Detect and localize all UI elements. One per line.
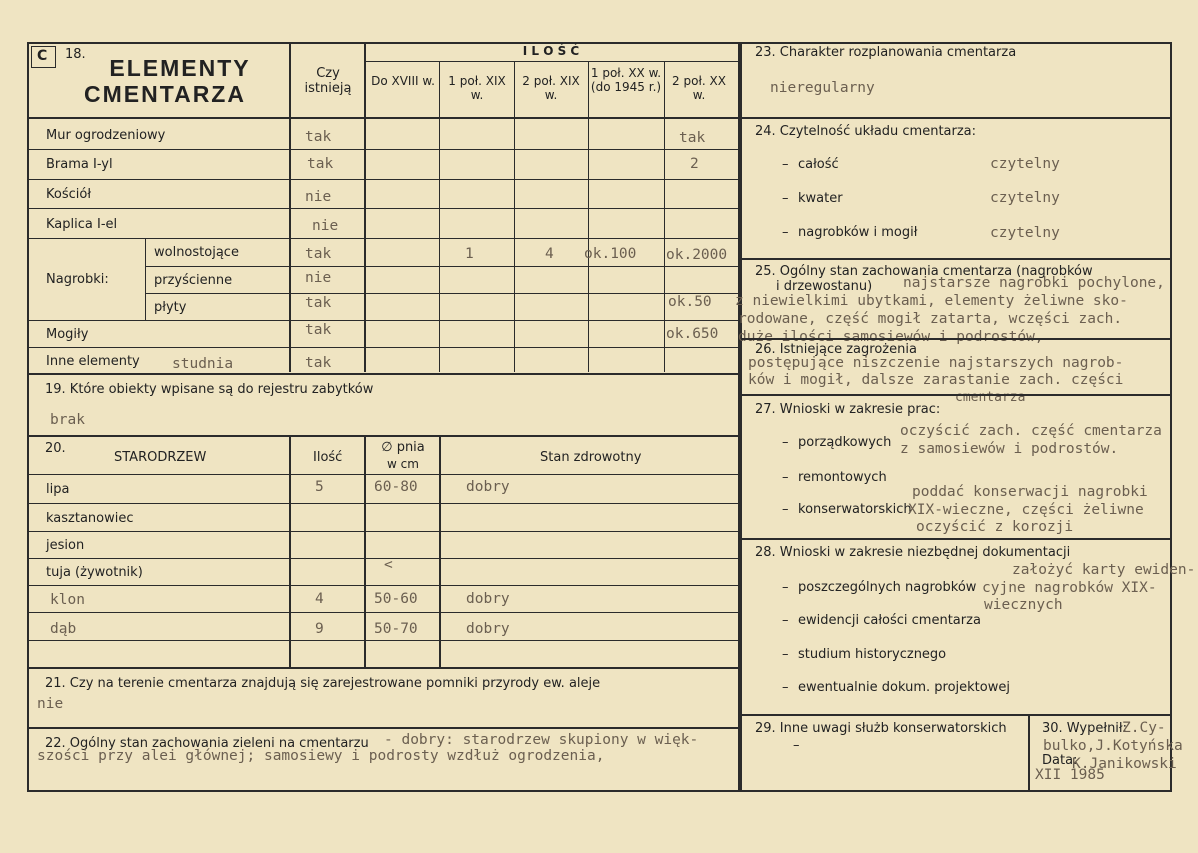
grid-line (364, 61, 739, 62)
row-label-kaplica: Kaplica I-el (46, 217, 118, 232)
s28-item: ewentualnie dokum. projektowej (798, 680, 1010, 695)
tree-health: dobry (466, 621, 510, 637)
s30-date-value: XII 1985 (1035, 767, 1105, 783)
value-exists: tak (305, 322, 332, 338)
value-c5: ok.2000 (666, 247, 728, 263)
s26-line2: ków i mogił, dalsze zarastanie zach. części (748, 372, 1124, 388)
s27-value-line: oczyścić z korozji (916, 519, 1074, 535)
tree-qty: 5 (315, 479, 324, 495)
section-number: 18. (65, 47, 86, 62)
tree-diameter: < (384, 557, 393, 573)
s27-item-remontowych: remontowych (798, 470, 887, 485)
grid-line (28, 585, 739, 586)
row-label-przyscienne: przyścienne (154, 273, 233, 288)
s26-line3: cmentarza (955, 390, 1026, 405)
s24-item-label: nagrobków i mogił (798, 225, 918, 240)
tree-diameter: 60-80 (374, 479, 418, 495)
list-dash: – (782, 502, 789, 517)
grid-line (28, 320, 739, 321)
row-group-nagrobki: Nagrobki: (46, 272, 109, 287)
tree-qty: 9 (315, 621, 324, 637)
value-c5: ok.50 (668, 294, 712, 310)
row-label-inne: Inne elementy (46, 354, 140, 369)
s28-item: studium historycznego (798, 647, 947, 662)
s27-value-line: z samosiewów i podrostów. (900, 441, 1119, 457)
value-exists: nie (305, 189, 332, 205)
grid-line (439, 61, 440, 372)
s25-label-line2: i drzewostanu) (776, 279, 873, 294)
col-header-ilosc: I L O Ś Ć (522, 44, 580, 58)
grid-line (28, 474, 739, 475)
s30-value-line: bulko,J.Kotyńska (1043, 738, 1183, 754)
grid-line (741, 538, 1171, 540)
grid-line (588, 61, 589, 372)
s26-line1: postępujące niszczenie najstarszych nagrob- (748, 355, 1124, 371)
s26-label: 26. Istniejące zagrożenia (755, 342, 917, 357)
tree-qty: 4 (315, 591, 324, 607)
s28-item: ewidencji całości cmentarza (798, 613, 981, 628)
s27-label: 27. Wnioski w zakresie prac: (755, 402, 941, 417)
s30-label: 30. Wypełnił: (1042, 721, 1127, 736)
grid-line (28, 149, 739, 150)
s28-label: 28. Wnioski w zakresie niezbędnej dokumentacji (755, 545, 1071, 560)
s20-number: 20. (45, 441, 66, 456)
s28-value-line: wiecznych (984, 597, 1063, 613)
s19-value: brak (50, 412, 85, 428)
s27-value-line: oczyścić zach. część cmentarza (900, 423, 1162, 439)
grid-line (28, 347, 739, 348)
col-header-1pol-xix: 1 poł. XIX w. (448, 74, 506, 102)
row-extra-inne: studnia (172, 356, 234, 372)
s20-header-diameter-unit: w cm (387, 457, 419, 471)
s28-value-line: założyć karty ewiden- (1012, 562, 1196, 578)
row-label-kosciol: Kościół (46, 187, 92, 202)
s24-item-label: kwater (798, 191, 843, 206)
value-exists: tak (305, 129, 332, 145)
row-label-wolnostojace: wolnostojące (154, 245, 239, 260)
grid-line (28, 208, 739, 209)
s21-label: 21. Czy na terenie cmentarza znajdują się zarejestrowane pomniki przyrody ew. aleje (45, 676, 601, 691)
s21-value: nie (37, 696, 64, 712)
form-title-line2: CMENTARZA (84, 81, 246, 107)
grid-line (28, 179, 739, 180)
s24-label: 24. Czytelność układu cmentarza: (755, 124, 977, 139)
grid-line (28, 435, 739, 437)
grid-line (145, 293, 739, 294)
list-dash: – (782, 191, 789, 206)
s25-label-line1: 25. Ogólny stan zachowania cmentarza (nagrobków (755, 264, 1093, 279)
grid-line (514, 61, 515, 372)
s22-line1: - dobry: starodrzew skupiony w więk- (384, 732, 699, 748)
tree-diameter: 50-60 (374, 591, 418, 607)
grid-line (741, 258, 1171, 260)
list-dash: – (793, 738, 800, 753)
value-exists: tak (305, 246, 332, 262)
list-dash: – (782, 680, 789, 695)
row-label-brama: Brama I-yl (46, 157, 113, 172)
grid-line (28, 117, 739, 119)
s30-value-line: K.Janikowski (1072, 756, 1177, 772)
value-exists: tak (307, 156, 334, 172)
s29-label: 29. Inne uwagi służb konserwatorskich (755, 721, 1007, 736)
value-c5: 2 (690, 156, 699, 172)
s28-item: poszczególnych nagrobków (798, 580, 977, 595)
s25-line2: z niewielkimi ubytkami, elementy żeliwne sko- (735, 293, 1128, 309)
tree-name: tuja (żywotnik) (46, 565, 143, 580)
s25-line4: duże ilości samosiewów i podrostów, (738, 329, 1044, 345)
grid-line (741, 714, 1171, 716)
tree-name: lipa (46, 482, 70, 497)
tree-name: klon (50, 592, 85, 608)
tree-diameter: 50-70 (374, 621, 418, 637)
s22-line2: szości przy alei głównej; samosiewy i podrosty wzdłuż ogrodzenia, (37, 748, 605, 764)
value-c5: tak (679, 130, 706, 146)
list-dash: – (782, 435, 789, 450)
s23-label: 23. Charakter rozplanowania cmentarza (755, 45, 1017, 60)
grid-line (439, 436, 441, 667)
tree-health: dobry (466, 591, 510, 607)
s20-header-starodrzew: STARODRZEW (114, 450, 207, 465)
s20-header-ilosc: Ilość (313, 450, 343, 465)
grid-line (28, 503, 739, 504)
s27-value-line: poddać konserwacji nagrobki (912, 484, 1148, 500)
grid-line (28, 531, 739, 532)
s27-value-line: XIX-wieczne, części żeliwne (908, 502, 1144, 518)
col-header-1pol-xx: 1 poł. XX w. (do 1945 r.) (590, 66, 662, 94)
s25-line1: najstarsze nagrobki pochylone, (903, 275, 1165, 291)
grid-line (741, 117, 1171, 119)
tree-name: kasztanowiec (46, 511, 134, 526)
list-dash: – (782, 157, 789, 172)
grid-line (28, 727, 739, 729)
s25-line3: rodowane, część mogił zatarta, wczęści zach. (738, 311, 1123, 327)
grid-line (741, 338, 1171, 340)
s24-item-value: czytelny (990, 190, 1060, 206)
s27-item-konserwatorskich: konserwatorskich (798, 502, 912, 517)
grid-line (289, 436, 291, 667)
value-c3: 4 (545, 246, 554, 262)
form-title-line1: ELEMENTY (109, 55, 251, 81)
grid-line (28, 667, 739, 669)
grid-line (1028, 715, 1030, 791)
grid-line (28, 373, 739, 375)
col-header-do-xviii: Do XVIII w. (371, 74, 435, 88)
list-dash: – (782, 470, 789, 485)
row-label-plyty: płyty (154, 300, 187, 315)
grid-line (28, 238, 739, 239)
value-exists: nie (312, 218, 339, 234)
grid-line (28, 640, 739, 641)
grid-line (28, 612, 739, 613)
s30-date-label: Data: (1042, 753, 1078, 768)
s24-item-value: czytelny (990, 225, 1060, 241)
s30-value-line: Z.Cy- (1122, 720, 1166, 736)
value-exists: nie (305, 270, 332, 286)
grid-line (741, 394, 1171, 396)
value-c4: ok.100 (584, 246, 637, 262)
grid-line (364, 436, 366, 667)
col-header-2pol-xix: 2 poł. XIX w. (522, 74, 580, 102)
s19-label: 19. Które obiekty wpisane są do rejestru zabytków (45, 382, 374, 397)
s22-label: 22. Ogólny stan zachowania zieleni na cmentarzu (45, 736, 369, 751)
tree-name: dąb (50, 621, 77, 637)
grid-line (145, 266, 739, 267)
grid-line (664, 61, 665, 372)
section-letter: C (37, 48, 48, 64)
list-dash: – (782, 580, 789, 595)
list-dash: – (782, 613, 789, 628)
value-c5: ok.650 (666, 326, 719, 342)
list-dash: – (782, 225, 789, 240)
row-label-mogily: Mogiły (46, 327, 89, 342)
s24-item-label: całość (798, 157, 839, 172)
value-exists: tak (305, 355, 332, 371)
col-header-exists: Czy istnieją (304, 66, 352, 96)
s20-header-health: Stan zdrowotny (540, 450, 642, 465)
value-exists: tak (305, 295, 332, 311)
value-c2: 1 (465, 246, 474, 262)
grid-line (145, 238, 146, 320)
s20-header-diameter: ∅ pnia (381, 440, 425, 455)
list-dash: – (782, 647, 789, 662)
s23-value: nieregularny (770, 80, 875, 96)
s27-item-porzadkowych: porządkowych (798, 435, 892, 450)
s28-value-line: cyjne nagrobków XIX- (982, 580, 1157, 596)
row-label-mur: Mur ogrodzeniowy (46, 128, 166, 143)
tree-name: jesion (46, 538, 85, 553)
tree-health: dobry (466, 479, 510, 495)
s24-item-value: czytelny (990, 156, 1060, 172)
col-header-2pol-xx: 2 poł. XX w. (672, 74, 726, 102)
